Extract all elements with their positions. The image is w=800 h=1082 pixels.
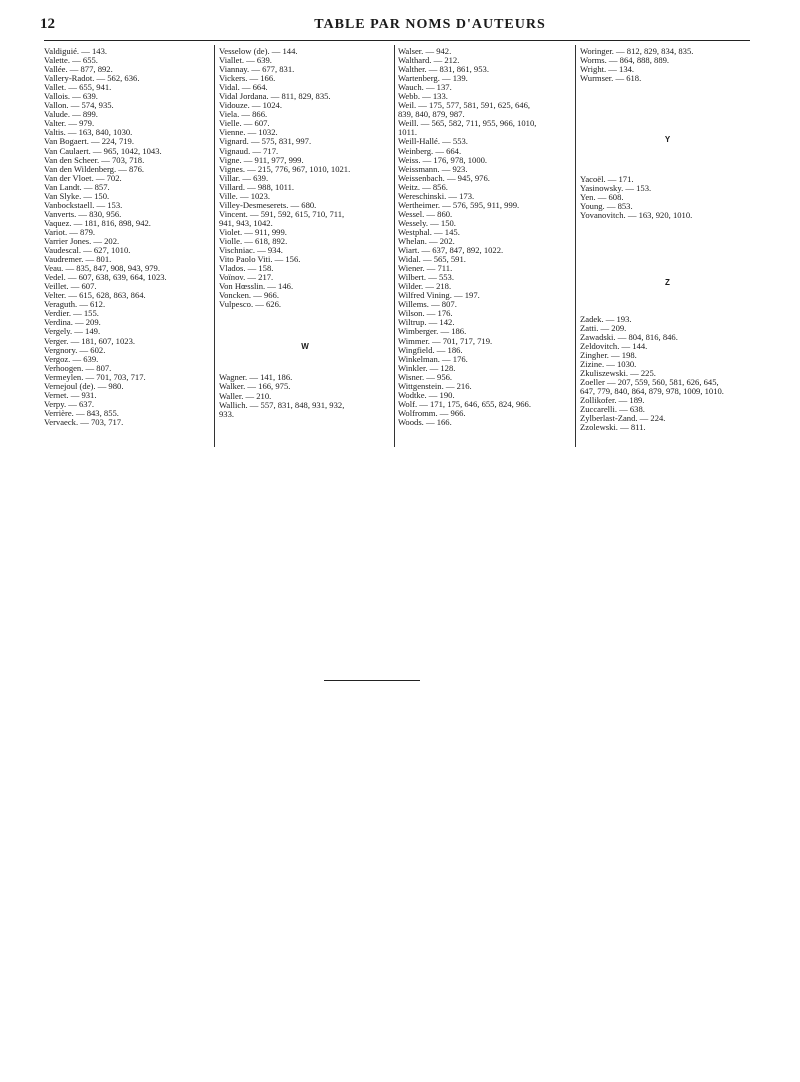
index-entry: Vienne. — 1032.: [219, 128, 278, 138]
index-entry: Vedel. — 607, 638, 639, 664, 1023.: [44, 273, 167, 283]
index-entry: Webb. — 133.: [398, 92, 448, 102]
index-column-4: [580, 47, 755, 432]
index-entry: Zizine. — 1030.: [580, 359, 637, 369]
index-entry: Villar. — 639.: [219, 173, 269, 183]
index-entry: Vanverts. — 830, 956.: [44, 209, 122, 219]
column-4-w-entries: [580, 47, 755, 83]
index-entry: Verdier. — 155.: [44, 309, 99, 319]
index-entry: Walthard. — 212.: [398, 56, 460, 66]
index-entry: Widal. — 565, 591.: [398, 255, 466, 265]
index-entry: Weissenbach. — 945, 976.: [398, 173, 490, 183]
index-entry: Velter. — 615, 628, 863, 864.: [44, 291, 146, 301]
index-entry: Waller. — 210.: [219, 391, 272, 401]
index-entry: Weill-Hallé. — 553.: [398, 137, 468, 147]
index-entry: Wiltrup. — 142.: [398, 318, 455, 328]
index-entry: Vallet. — 655, 941.: [44, 83, 112, 93]
index-entry: Wisner. — 956.: [398, 372, 453, 382]
index-entry: Weitz. — 856.: [398, 182, 448, 192]
index-entry: Voïnov. — 217.: [219, 273, 274, 283]
index-entry: 647, 779, 840, 864, 879, 978, 1009, 1010.: [580, 386, 724, 396]
index-entry: Walker. — 166, 975.: [219, 382, 291, 392]
index-entry: Weill. — 565, 582, 711, 955, 966, 1010,: [398, 119, 537, 129]
index-entry: Zollikofer. — 189.: [580, 395, 645, 405]
index-entry: Vergnory. — 602.: [44, 345, 106, 355]
index-entry: 1011.: [398, 128, 418, 138]
index-entry: Vallon. — 574, 935.: [44, 101, 114, 111]
index-entry: Van Bogaert. — 224, 719.: [44, 137, 134, 147]
index-entry: Westphal. — 145.: [398, 227, 460, 237]
index-entry: Vielle. — 607.: [219, 119, 270, 129]
index-entry: Ville. — 1023.: [219, 191, 271, 201]
index-entry: Verrière. — 843, 855.: [44, 408, 119, 418]
index-entry: Van Landt. — 857.: [44, 182, 110, 192]
index-entry: Villey-Desmeserets. — 680.: [219, 200, 317, 210]
section-letter-w: W: [301, 342, 309, 352]
index-entry: Walser. — 942.: [398, 47, 452, 56]
column-4-z-entries: [580, 315, 755, 433]
column-4-y-entries: [580, 175, 755, 220]
index-entry: Wurmser. — 618.: [580, 74, 642, 84]
index-entry: Van Caulaert. — 965, 1042, 1043.: [44, 146, 162, 156]
index-entry: Vischniac. — 934.: [219, 246, 283, 256]
index-entry: Wessely. — 150.: [398, 218, 456, 228]
index-entry: Veraguth. — 612.: [44, 300, 106, 310]
index-entry: Verger. — 181, 607, 1023.: [44, 336, 136, 346]
header-rule: [44, 40, 750, 41]
index-entry: Wauch. — 137.: [398, 83, 452, 93]
index-entry: Weiss. — 176, 978, 1000.: [398, 155, 488, 165]
index-entry: Vergoz. — 639.: [44, 354, 99, 364]
index-entry: Violle. — 618, 892.: [219, 236, 288, 246]
index-entry: Vaudescal. — 627, 1010.: [44, 246, 131, 256]
index-entry: Wagner. — 141, 186.: [219, 373, 293, 383]
index-entry: Yacoël. — 171.: [580, 175, 634, 185]
index-entry: Veau. — 835, 847, 908, 943, 979.: [44, 264, 161, 274]
index-entry: Wilder. — 218.: [398, 282, 452, 292]
index-entry: Zawadski. — 804, 816, 846.: [580, 332, 678, 342]
section-letter-y: Y: [664, 135, 671, 145]
index-entry: Vernet. — 931.: [44, 390, 97, 400]
index-entry: Valette. — 655.: [44, 56, 98, 66]
index-entry: Zeldovitch. — 144.: [580, 341, 648, 351]
index-entry: Vallois. — 639.: [44, 92, 98, 102]
column-2-w-entries: [219, 373, 391, 418]
index-entry: Worms. — 864, 888, 889.: [580, 56, 670, 66]
index-entry: Vanbockstaell. — 153.: [44, 200, 123, 210]
column-divider: [575, 45, 576, 447]
index-entry: Vergely. — 149.: [44, 327, 101, 337]
index-entry: Viallet. — 639.: [219, 56, 272, 66]
index-entry: Woods. — 166.: [398, 417, 452, 427]
index-entry: Wright. — 134.: [580, 65, 635, 75]
index-entry: Wimberger. — 186.: [398, 327, 467, 337]
index-entry: Violet. — 911, 999.: [219, 227, 287, 237]
index-entry: Voncken. — 966.: [219, 291, 279, 301]
index-entry: Wolf. — 171, 175, 646, 655, 824, 966.: [398, 399, 531, 409]
index-entry: Vlados. — 158.: [219, 264, 274, 274]
index-entry: Vignard. — 575, 831, 997.: [219, 137, 312, 147]
index-entry: Vito Paolo Viti. — 156.: [219, 255, 301, 265]
index-entry: Variot. — 879.: [44, 227, 96, 237]
section-letter-z: Z: [665, 278, 670, 288]
index-entry: Wessel. — 860.: [398, 209, 453, 219]
index-entry: Valter. — 979.: [44, 119, 95, 129]
index-entry: Varrier Jones. — 202.: [44, 236, 120, 246]
index-entry: Van den Scheer. — 703, 718.: [44, 155, 145, 165]
index-entry: Vidal Jordana. — 811, 829, 835.: [219, 92, 331, 102]
index-entry: Weissmann. — 923.: [398, 164, 468, 174]
index-entry: Wingfield. — 186.: [398, 345, 463, 355]
index-column-2: [219, 47, 391, 419]
index-entry: Whelan. — 202.: [398, 236, 455, 246]
index-entry: Valtis. — 163, 840, 1030.: [44, 128, 133, 138]
index-entry: Yovanovitch. — 163, 920, 1010.: [580, 211, 693, 221]
index-entry: Vaquez. — 181, 816, 898, 942.: [44, 218, 151, 228]
index-entry: Vickers. — 166.: [219, 74, 276, 84]
index-column-3: [398, 47, 573, 427]
index-entry: Viannay. — 677, 831.: [219, 65, 295, 75]
index-entry: Wittgenstein. — 216.: [398, 381, 472, 391]
index-entry: Woringer. — 812, 829, 834, 835.: [580, 47, 694, 56]
index-entry: Wimmer. — 701, 717, 719.: [398, 336, 493, 346]
index-entry: Van Slyke. — 150.: [44, 191, 110, 201]
index-entry: Van den Wildenberg. — 876.: [44, 164, 145, 174]
index-entry: Wertheimer. — 576, 595, 911, 999.: [398, 200, 520, 210]
index-entry: 839, 840, 879, 987.: [398, 110, 465, 120]
index-entry: Van der Vloet. — 702.: [44, 173, 122, 183]
index-entry: Vermeylen. — 701, 703, 717.: [44, 372, 146, 382]
index-entry: Vigne. — 911, 977, 999.: [219, 155, 304, 165]
index-entry: Verpy. — 637.: [44, 399, 95, 409]
index-entry: Zuccarelli. — 638.: [580, 404, 645, 414]
index-entry: Weinberg. — 664.: [398, 146, 462, 156]
index-entry: Wiener. — 711.: [398, 264, 453, 274]
index-entry: Walther. — 831, 861, 953.: [398, 65, 489, 75]
index-entry: Yasinowsky. — 153.: [580, 184, 652, 194]
index-entry: Winkler. — 128.: [398, 363, 456, 373]
index-entry: Zoeller — 207, 559, 560, 581, 626, 645,: [580, 377, 719, 387]
index-entry: Winkelman. — 176.: [398, 354, 468, 364]
index-entry: Vincent. — 591, 592, 615, 710, 711,: [219, 209, 345, 219]
index-entry: Vaudremer. — 801.: [44, 255, 112, 265]
index-entry: Wilson. — 176.: [398, 309, 453, 319]
index-entry: 941, 943, 1042.: [219, 218, 273, 228]
column-divider: [394, 45, 395, 447]
index-entry: Von Hœsslin. — 146.: [219, 282, 294, 292]
index-entry: Wereschinski. — 173.: [398, 191, 475, 201]
index-entry: Vignaud. — 717.: [219, 146, 279, 156]
page-number: 12: [40, 16, 55, 32]
index-entry: Weil. — 175, 577, 581, 591, 625, 646,: [398, 101, 531, 111]
column-2-entries: [219, 47, 391, 309]
index-entry: Wodtke. — 190.: [398, 390, 455, 400]
index-entry: Zylberlast-Zand. — 224.: [580, 414, 666, 424]
index-entry: Vidal. — 664.: [219, 83, 268, 93]
index-entry: Vervaeck. — 703, 717.: [44, 417, 124, 427]
index-entry: Valude. — 899.: [44, 110, 98, 120]
index-entry: Verhoogen. — 807.: [44, 363, 112, 373]
index-entry: Vignes. — 215, 776, 967, 1010, 1021.: [219, 164, 351, 174]
index-entry: Vallée. — 877, 892.: [44, 65, 113, 75]
index-entry: Vidouze. — 1024.: [219, 101, 282, 111]
end-rule: [324, 680, 420, 681]
index-entry: Verdina. — 209.: [44, 318, 101, 328]
index-entry: Willems. — 807.: [398, 300, 457, 310]
index-entry: Wilfred Vining. — 197.: [398, 291, 480, 301]
index-entry: Young. — 853.: [580, 202, 633, 212]
page-title: TABLE PAR NOMS D'AUTEURS: [314, 17, 546, 32]
index-entry: Yen. — 608.: [580, 193, 624, 203]
column-divider: [214, 45, 215, 447]
index-entry: Zkuliszewski. — 225.: [580, 368, 656, 378]
index-entry: Wallich. — 557, 831, 848, 931, 932,: [219, 400, 345, 410]
index-column-1: [44, 47, 210, 427]
index-entry: 933.: [219, 409, 235, 419]
index-entry: Valdiguié. — 143.: [44, 47, 108, 56]
index-entry: Vesselow (de). — 144.: [219, 47, 298, 56]
index-entry: Vallery-Radot. — 562, 636.: [44, 74, 140, 84]
index-entry: Villard. — 988, 1011.: [219, 182, 295, 192]
index-entry: Veillet. — 607.: [44, 282, 97, 292]
index-entry: Zingher. — 198.: [580, 350, 637, 360]
index-entry: Vulpesco. — 626.: [219, 300, 282, 310]
index-entry: Zadek. — 193.: [580, 314, 632, 324]
index-entry: Wartenberg. — 139.: [398, 74, 468, 84]
index-entry: Wiart. — 637, 847, 892, 1022.: [398, 246, 504, 256]
index-entry: Zatti. — 209.: [580, 323, 627, 333]
index-entry: Viela. — 866.: [219, 110, 268, 120]
index-entry: Wilbert. — 553.: [398, 273, 454, 283]
index-entry: Vernejoul (de). — 980.: [44, 381, 124, 391]
index-entry: Wolfromm. — 966.: [398, 408, 466, 418]
index-entry: Zzolewski. — 811.: [580, 423, 646, 433]
